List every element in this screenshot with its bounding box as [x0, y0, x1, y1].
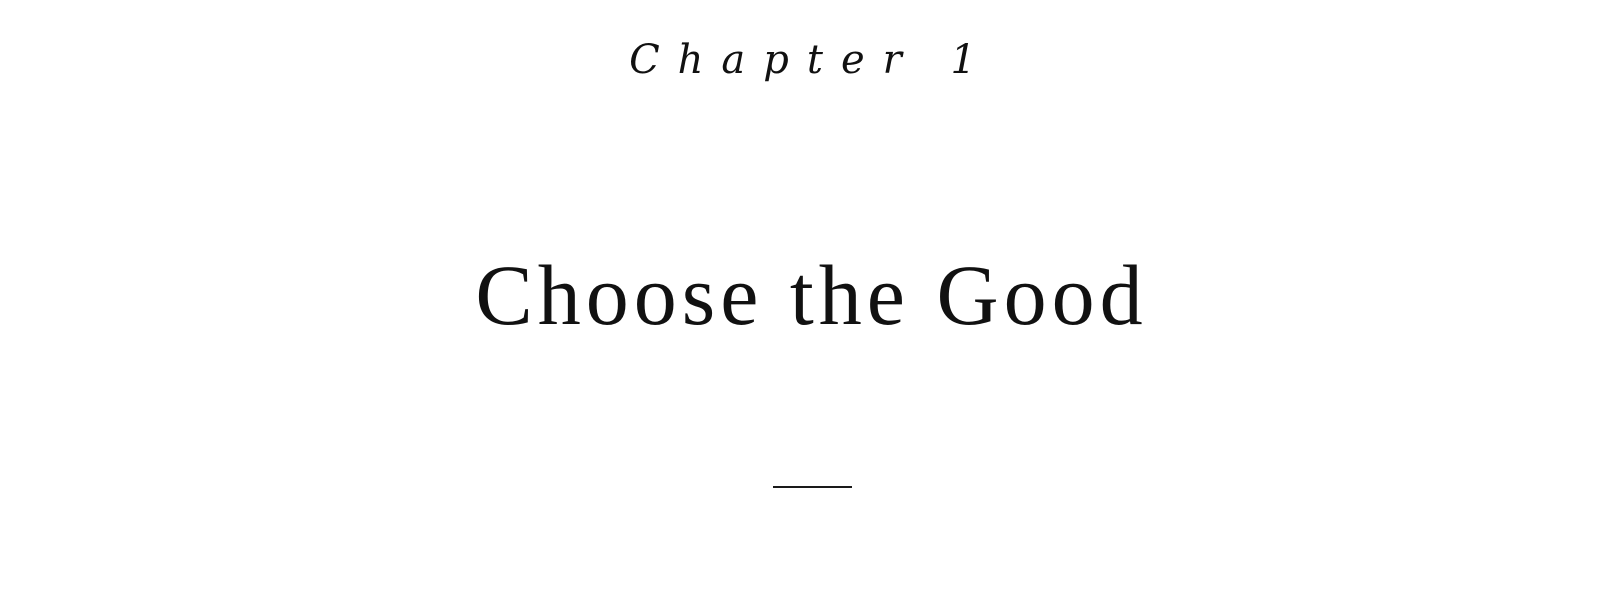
- decorative-rule: [773, 486, 852, 488]
- chapter-title: Choose the Good: [475, 247, 1148, 343]
- chapter-number: Chapter 1: [629, 37, 994, 83]
